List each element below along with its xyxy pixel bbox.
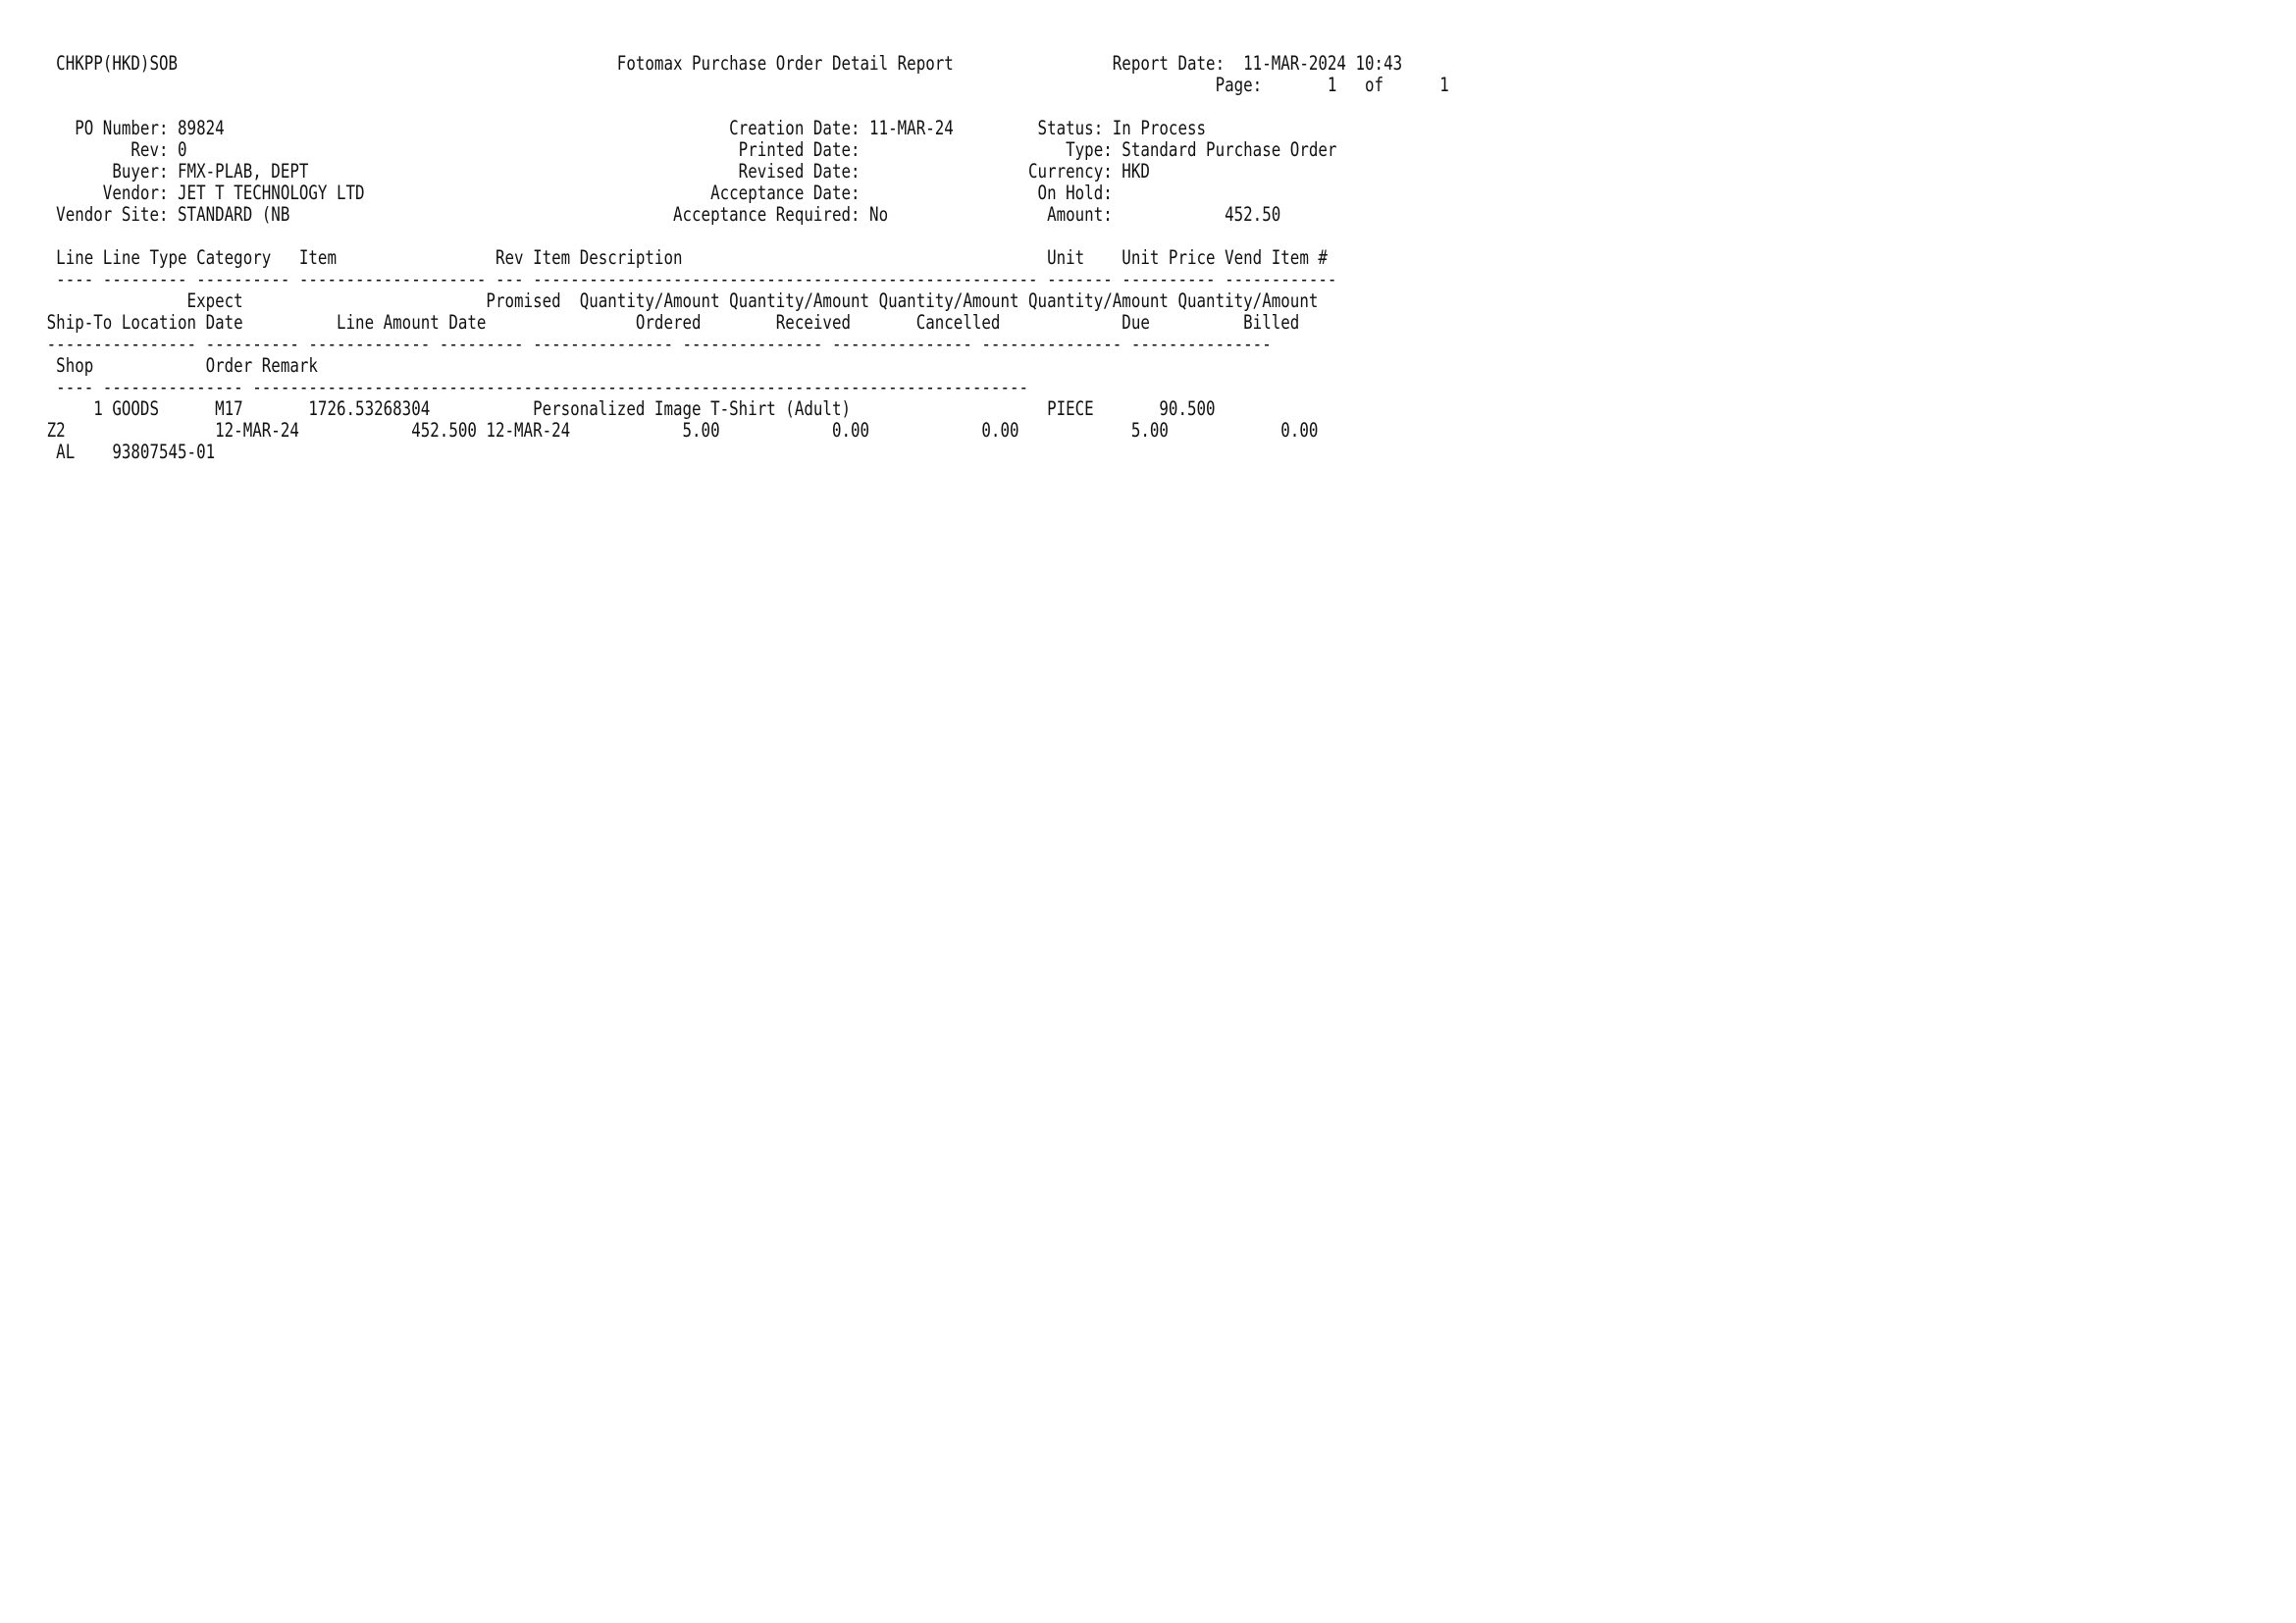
report-title-line-text: CHKPP(HKD)SOB Fotomax Purchase Order Detail Report Report Date: 11-MAR-2024 10:43: [0, 52, 1403, 75]
po-header-line-po-number: [0, 118, 1206, 139]
remark-row-text: AL 93807545-01: [0, 441, 216, 463]
buyer-line-text: Buyer: FMX-PLAB, DEPT Revised Date: Currency: HKD: [0, 160, 1150, 183]
remark-underline-text: ---- --------------- -----------------------------------------------------------------------------------: [0, 376, 1029, 398]
po-number-line-text: PO Number: 89824 Creation Date: 11-MAR-24 Status: In Process: [0, 117, 1207, 139]
line-column-underline-text: ---- --------- ---------- -------------------- --- ------------------------------------------------------ ------- ---------- ------------: [0, 268, 1337, 290]
report-header-line-title: [0, 53, 1402, 75]
po-header-line-buyer: [0, 161, 1150, 183]
shipment-header-bottom-text: Ship-To Location Date Line Amount Date Ordered Received Cancelled Due Billed: [0, 311, 1300, 334]
vendor-line-text: Vendor: JET T TECHNOLOGY LTD Acceptance Date: On Hold:: [0, 182, 1113, 204]
shipment-column-header-top: [0, 290, 1318, 312]
remark-row: [0, 442, 215, 463]
rev-line-text: Rev: 0 Printed Date: Type: Standard Purchase Order: [0, 138, 1337, 161]
page-number-line-text: Page: 1 of 1: [0, 74, 1449, 96]
po-header-line-vendor: [0, 183, 1113, 204]
shipment-column-underline: [0, 334, 1272, 355]
shipment-column-header-bottom: [0, 312, 1299, 334]
report-header-line-page: [0, 75, 1449, 96]
shipment-underline-text: ---------------- ---------- ------------- --------- --------------- --------------- --------------- --------------- ---------------: [0, 333, 1272, 355]
shipment-header-top-text: Expect Promised Quantity/Amount Quantity/Amount Quantity/Amount Quantity/Amount Quantity/Amount: [0, 289, 1319, 312]
remark-column-header: [0, 355, 318, 377]
remark-column-underline: [0, 377, 1028, 398]
order-line-row-text: 1 GOODS M17 1726.53268304 Personalized Image T-Shirt (Adult) PIECE 90.500: [0, 397, 1216, 420]
line-column-header-text: Line Line Type Category Item Rev Item Description Unit Unit Price Vend Item #: [0, 246, 1328, 269]
order-line-row: [0, 398, 1216, 420]
vendor-site-line-text: Vendor Site: STANDARD (NB Acceptance Required: No Amount: 452.50: [0, 203, 1281, 226]
shipment-row: [0, 420, 1318, 442]
line-column-header: [0, 247, 1328, 269]
line-column-underline: [0, 269, 1336, 290]
remark-header-text: Shop Order Remark: [0, 354, 318, 377]
po-header-line-vendor-site: [0, 204, 1280, 226]
po-header-line-rev: [0, 139, 1336, 161]
shipment-row-text: Z2 12-MAR-24 452.500 12-MAR-24 5.00 0.00 0.00 5.00 0.00: [0, 419, 1319, 442]
